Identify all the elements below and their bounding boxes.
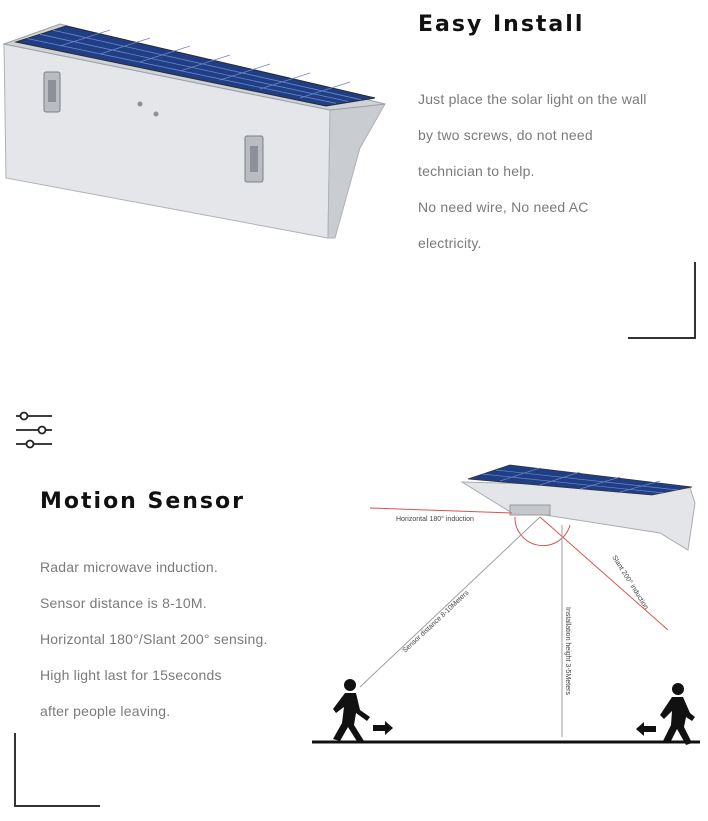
sensor-line-2: Sensor distance is 8-10M. [40, 595, 207, 611]
sensor-distance-label: Sensor distance 8-10Meters [401, 589, 471, 655]
person-walking-right-icon [660, 683, 695, 745]
horizontal-induction-label: Horizontal 180° induction [396, 516, 474, 523]
install-line-3: technician to help. [418, 163, 535, 179]
sliders-icon [14, 410, 54, 452]
install-line-4: No need wire, No need AC [418, 199, 589, 215]
install-line-1: Just place the solar light on the wall [418, 91, 647, 107]
install-line-5: electricity. [418, 235, 482, 251]
motion-sensor-title: Motion Sensor [40, 489, 245, 514]
lamp-illustration [462, 465, 695, 550]
sensor-line-4: High light last for 15seconds [40, 667, 222, 683]
slant-induction-label: Slant 200° induction [610, 554, 650, 611]
easy-install-title: Easy Install [418, 12, 585, 37]
arrow-left-icon [644, 726, 656, 732]
motion-sensor-diagram [300, 455, 708, 755]
installation-height-label: Installation height 3-5Meters [564, 607, 571, 695]
solar-light-product-image [0, 18, 395, 243]
sensor-line-5: after people leaving. [40, 703, 171, 719]
sensor-line-1: Radar microwave induction. [40, 559, 218, 575]
arrow-right-icon [373, 725, 385, 731]
corner-decoration-bottom [14, 733, 100, 807]
install-line-2: by two screws, do not need [418, 127, 593, 143]
person-walking-left-icon [333, 679, 370, 743]
corner-decoration-top [628, 262, 696, 339]
sensor-line-3: Horizontal 180°/Slant 200° sensing. [40, 631, 268, 647]
